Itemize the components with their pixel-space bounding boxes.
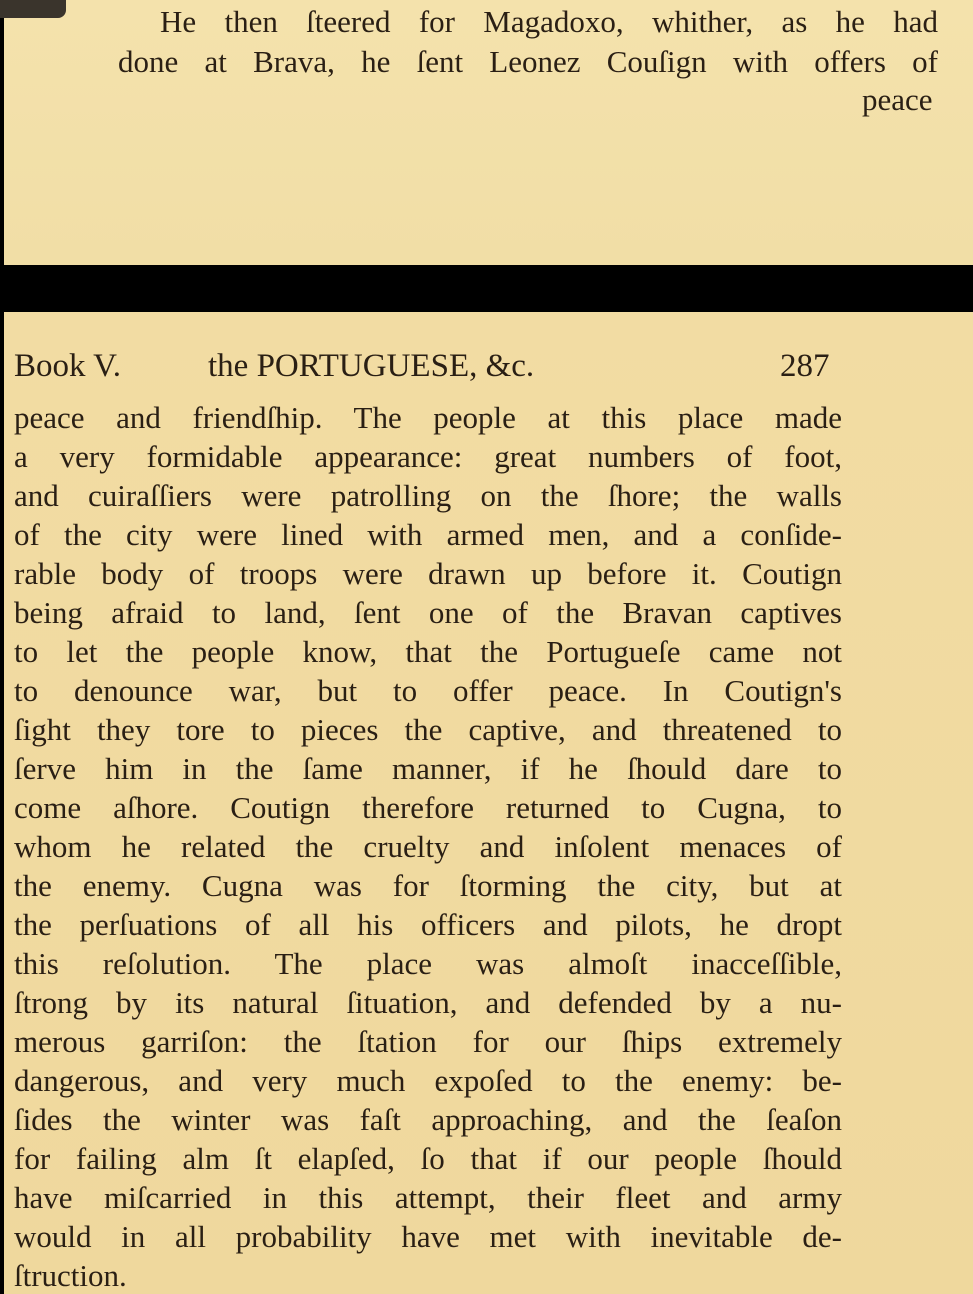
body-line: ſtruction. [14,1258,127,1293]
top-line-1: He then ſteered for Magadoxo, whither, as he had [160,4,938,39]
body-line: would in all probability have met with inevitable de- [14,1219,842,1254]
body-line: the perſuations of all his officers and pilots, he dropt [14,907,842,942]
body-line: ſerve him in the ſame manner, if he ſhould dare to [14,751,842,786]
body-line: ſides the winter was faſt approaching, and the ſeaſon [14,1102,842,1137]
body-line: dangerous, and very much expoſed to the enemy: be- [14,1063,842,1098]
top-line-3: peace [862,82,933,117]
body-line: whom he related the cruelty and inſolent menaces of [14,829,842,864]
top-line-2: done at Brava, he ſent Leonez Couſign with offers of [118,44,938,79]
body-line: peace and friendſhip. The people at this place made [14,400,842,435]
body-line: to denounce war, but to offer peace. In Coutign's [14,673,842,708]
corner-overlay [0,0,66,18]
body-line: of the city were lined with armed men, and a conſide- [14,517,842,552]
body-line: to let the people know, that the Portugueſe came not [14,634,842,669]
body-line: a very formidable appearance: great numbers of foot, [14,439,842,474]
body-line: merous garriſon: the ſtation for our ſhips extremely [14,1024,842,1059]
running-head-book: Book V. [14,348,121,384]
body-line: the enemy. Cugna was for ſtorming the city, but at [14,868,842,903]
page-number: 287 [780,348,830,384]
body-line: ſight they tore to pieces the captive, and threatened to [14,712,842,747]
body-line: ſtrong by its natural ſituation, and defended by a nu- [14,985,842,1020]
body-line: have miſcarried in this attempt, their fleet and army [14,1180,842,1215]
body-line: this reſolution. The place was almoſt inacceſſible, [14,946,842,981]
body-line: come aſhore. Coutign therefore returned to Cugna, to [14,790,842,825]
body-line: rable body of troops were drawn up before it. Coutign [14,556,842,591]
body-line: and cuiraſſiers were patrolling on the ſhore; the walls [14,478,842,513]
body-line: for failing alm ſt elapſed, ſo that if our people ſhould [14,1141,842,1176]
running-head-title: the PORTUGUESE, &c. [208,348,535,384]
body-line: being afraid to land, ſent one of the Bravan captives [14,595,842,630]
